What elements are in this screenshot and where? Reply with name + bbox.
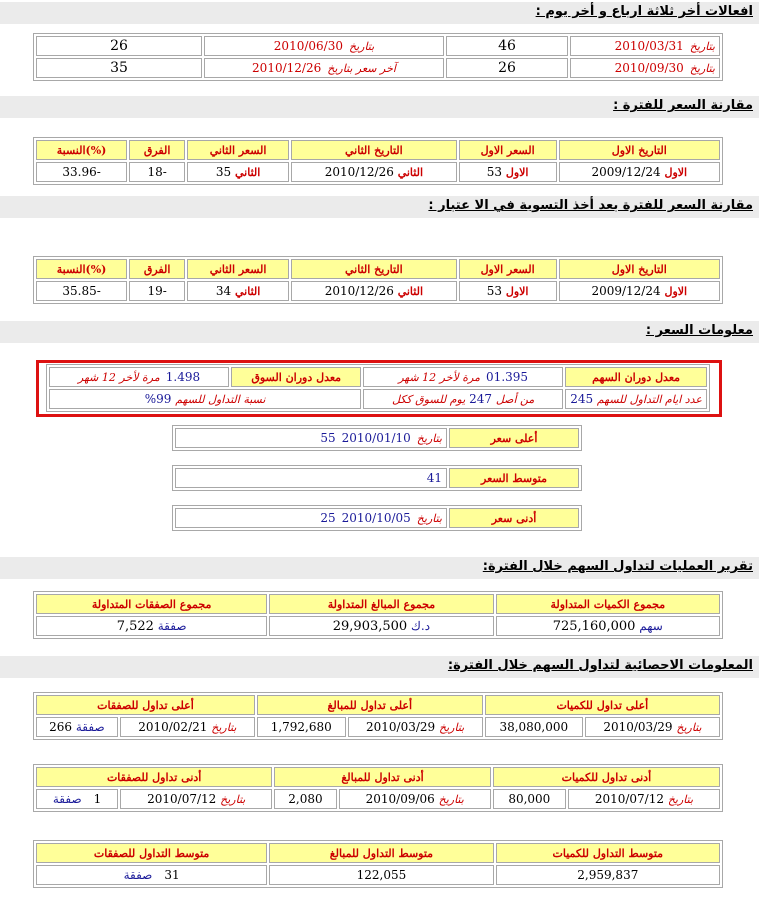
column-header: التاريخ الثاني	[291, 259, 457, 279]
quarter-value-cell: 26	[36, 36, 202, 56]
section-header-adjusted	[0, 196, 759, 218]
quarter-value-cell: 26	[446, 58, 568, 78]
column-header: التاريخ الاول	[559, 259, 720, 279]
column-header: (%)النسبة	[36, 140, 127, 160]
column-header: أعلى تداول للكميات	[485, 695, 720, 715]
table-row	[36, 594, 720, 614]
table-row	[36, 162, 720, 182]
column-header: متوسط التداول للصفقات	[36, 843, 267, 863]
date2-cell: الثاني 2010/12/26	[291, 281, 457, 301]
table-row	[36, 843, 720, 863]
stock-turnover-label: معدل دوران السهم	[565, 367, 707, 387]
section-title: مقارنة السعر للفترة بعد أخذ التسوية في الا عتبار :	[428, 198, 753, 213]
column-header: السعر الاول	[459, 140, 557, 160]
column-header: أدنى تداول للصفقات	[36, 767, 272, 787]
section-title: مقارنة السعر للفترة :	[613, 98, 753, 113]
table-row	[175, 468, 579, 488]
amt-cell: 1,792,680	[257, 717, 346, 737]
section-title: المعلومات الاحصائية لتداول السهم خلال الفترة:	[447, 658, 753, 673]
low-price-value: بتاريخ2010/10/0525	[175, 508, 447, 528]
table-row	[175, 508, 579, 528]
amt-date-cell: بتاريخ 2010/09/06	[339, 789, 491, 809]
column-header: مجموع الصفقات المتداولة	[36, 594, 267, 614]
column-header: السعر الثاني	[187, 259, 289, 279]
table-row	[49, 367, 707, 387]
qty-date-cell: بتاريخ 2010/03/29	[585, 717, 720, 737]
quarter-value-cell: 35	[36, 58, 202, 78]
date2-cell: الثاني 2010/12/26	[291, 162, 457, 182]
avg-qty-cell: 2,959,837	[496, 865, 720, 885]
high-price-table	[172, 425, 582, 451]
section-header-compare	[0, 96, 759, 118]
pct-cell: -35.85	[36, 281, 127, 301]
price1-cell: الاول 53	[459, 281, 557, 301]
table-row	[36, 717, 720, 737]
column-header: متوسط التداول للكميات	[496, 843, 720, 863]
adjusted-compare-table	[33, 256, 723, 304]
column-header: (%)النسبة	[36, 259, 127, 279]
market-turnover-label: معدل دوران السوق	[231, 367, 361, 387]
avg-price-value: 41	[175, 468, 447, 488]
deals-cell: صفقة 266	[36, 717, 118, 737]
avg-deals-cell: 31صفقة	[36, 865, 267, 885]
section-title: تقرير العمليات لتداول السهم خلال الفترة:	[482, 559, 753, 574]
total-amount-cell: د.ك 29,903,500	[269, 616, 493, 636]
operations-table	[33, 591, 723, 639]
last-price-date-cell: آخر سعر بتاريخ2010/12/26	[204, 58, 444, 78]
quarter-date-cell: بتاريخ2010/06/30	[204, 36, 444, 56]
date1-cell: الاول 2009/12/24	[559, 281, 720, 301]
table-row	[36, 616, 720, 636]
column-header: الفرق	[129, 140, 185, 160]
date1-cell: الاول 2009/12/24	[559, 162, 720, 182]
avg-amt-cell: 122,055	[269, 865, 493, 885]
column-header: مجموع الكميات المتداولة	[496, 594, 720, 614]
amt-date-cell: بتاريخ 2010/03/29	[348, 717, 483, 737]
quarter-date-cell: بتاريخ2010/03/31	[570, 36, 720, 56]
column-header: التاريخ الاول	[559, 140, 720, 160]
table-row	[36, 767, 720, 787]
price2-cell: الثاني 34	[187, 281, 289, 301]
section-title: معلومات السعر :	[645, 323, 753, 338]
price-compare-table	[33, 137, 723, 185]
section-header-statistics	[0, 656, 759, 678]
total-deals-cell: صفقة 7,522	[36, 616, 267, 636]
column-header: مجموع المبالغ المتداولة	[269, 594, 493, 614]
trading-days-cell: عدد ايام التداول للسهم 245	[565, 389, 707, 409]
turnover-table	[46, 364, 710, 412]
table-row	[36, 695, 720, 715]
table-row	[175, 428, 579, 448]
stats-high-table	[33, 692, 723, 740]
qty-date-cell: بتاريخ 2010/07/12	[568, 789, 720, 809]
column-header: أدنى تداول للكميات	[493, 767, 720, 787]
diff-cell: -19	[129, 281, 185, 301]
section-title: افعالات أخر ثلاثة ارباع و أخر يوم :	[535, 4, 753, 19]
qty-cell: 80,000	[493, 789, 566, 809]
amt-cell: 2,080	[274, 789, 336, 809]
market-turnover-value: 1.498مرة لأخر 12 شهر	[49, 367, 229, 387]
table-row	[49, 389, 707, 409]
trading-ratio-cell: نسبة التداول للسهم 99%	[49, 389, 361, 409]
quarter-value-cell: 46	[446, 36, 568, 56]
column-header: السعر الاول	[459, 259, 557, 279]
column-header: الفرق	[129, 259, 185, 279]
column-header: أدنى تداول للمبالغ	[274, 767, 490, 787]
stats-low-table	[33, 764, 723, 812]
diff-cell: -18	[129, 162, 185, 182]
section-header-quarters	[0, 2, 759, 24]
high-price-value: بتاريخ2010/01/1055	[175, 428, 447, 448]
table-row	[36, 281, 720, 301]
column-header: أعلى تداول للصفقات	[36, 695, 255, 715]
column-header: السعر الثاني	[187, 140, 289, 160]
price2-cell: الثاني 35	[187, 162, 289, 182]
low-price-table	[172, 505, 582, 531]
table-row	[36, 58, 720, 78]
low-price-label: أدنى سعر	[449, 508, 579, 528]
avg-price-table	[172, 465, 582, 491]
total-days-cell: من أصل 247 يوم للسوق ككل	[363, 389, 563, 409]
stock-turnover-value: 01.395مرة لأخر 12 شهر	[363, 367, 563, 387]
column-header: أعلى تداول للمبالغ	[257, 695, 483, 715]
deal-date-cell: بتاريخ 2010/02/21	[120, 717, 255, 737]
table-row	[36, 259, 720, 279]
column-header: التاريخ الثاني	[291, 140, 457, 160]
section-header-operations	[0, 557, 759, 579]
price1-cell: الاول 53	[459, 162, 557, 182]
deal-date-cell: بتاريخ 2010/07/12	[120, 789, 272, 809]
pct-cell: -33.96	[36, 162, 127, 182]
total-qty-cell: سهم 725,160,000	[496, 616, 720, 636]
avg-price-label: متوسط السعر	[449, 468, 579, 488]
deals-cell: 1صفقة	[36, 789, 118, 809]
column-header: متوسط التداول للمبالغ	[269, 843, 493, 863]
table-row	[36, 36, 720, 56]
quarter-date-cell: بتاريخ2010/09/30	[570, 58, 720, 78]
quarters-table	[33, 33, 723, 81]
qty-cell: 38,080,000	[485, 717, 583, 737]
table-row	[36, 865, 720, 885]
high-price-label: أعلى سعر	[449, 428, 579, 448]
stats-avg-table	[33, 840, 723, 888]
section-header-price-info	[0, 321, 759, 343]
table-row	[36, 140, 720, 160]
table-row	[36, 789, 720, 809]
